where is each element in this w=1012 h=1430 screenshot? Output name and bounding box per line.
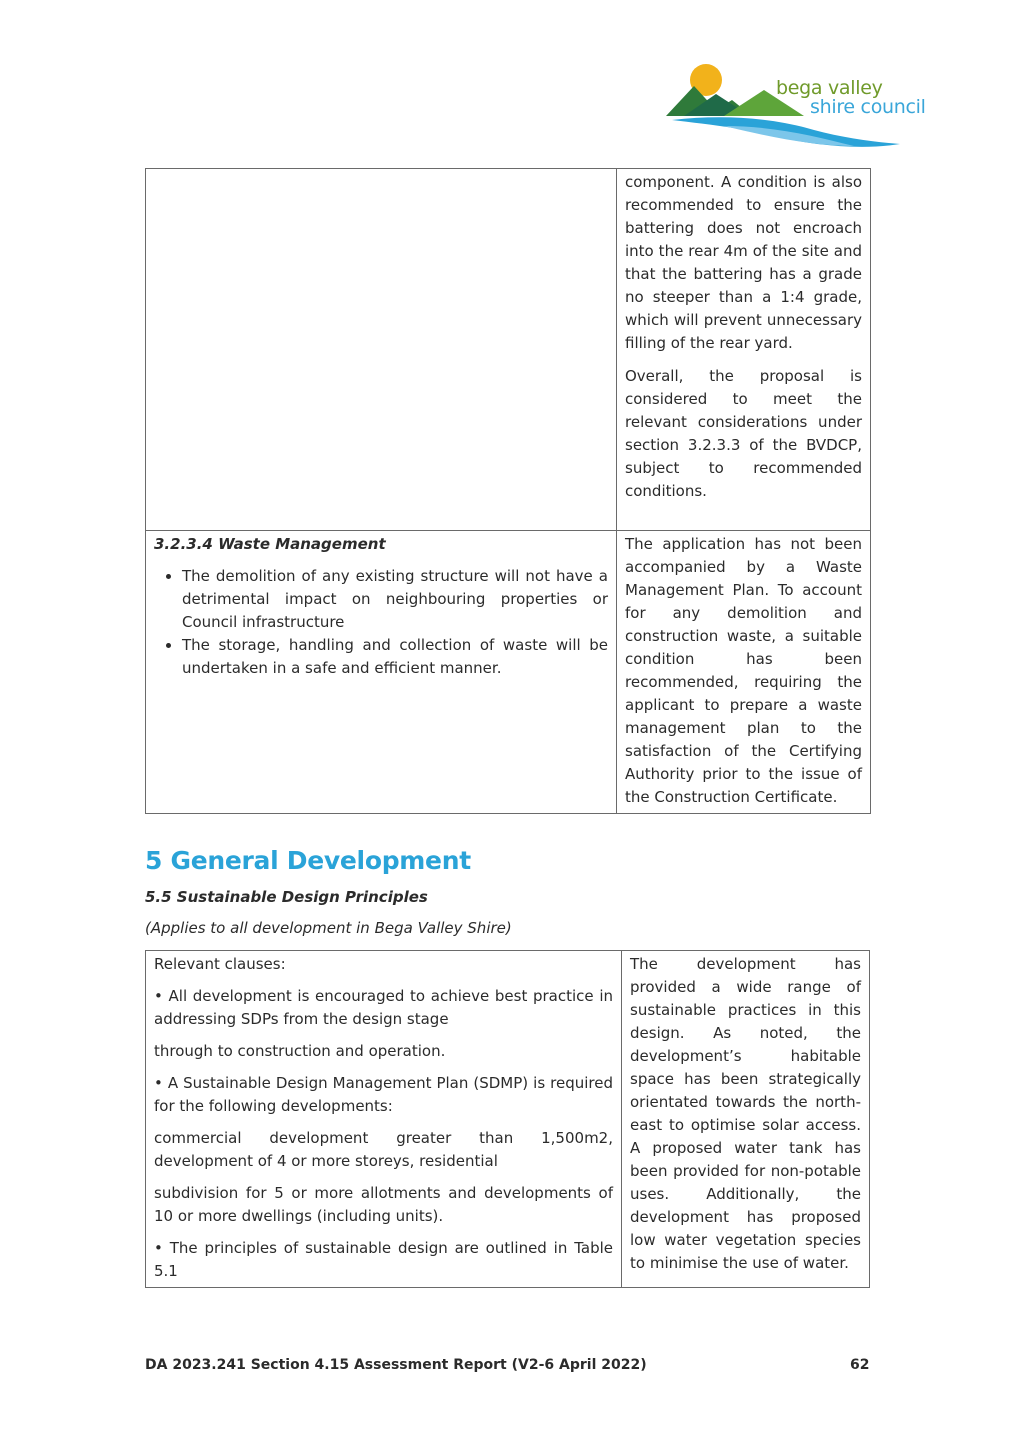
table-cell-empty [146, 169, 617, 531]
clause-heading: 3.2.3.4 Waste Management [154, 535, 386, 553]
logo-text-line1: bega valley [776, 77, 883, 99]
table-row [146, 169, 871, 531]
assessment-paragraph: The application has not been accompanied by a Waste Management Plan. To account for any demolition and construction waste, a suitable condition has been recommended, requiring the applicant to prepare a waste management plan to the satisfaction of the Certifying Authority prior to the issue of the Construction Certificate. [625, 535, 862, 806]
table-cell-assessment [617, 169, 871, 531]
table-cell-assessment [617, 531, 871, 814]
clause-bullet-list [154, 565, 608, 680]
page-number: 62 [850, 1357, 870, 1373]
clause-paragraph: • All development is encouraged to achieve best practice in addressing SDPs from the design stage [154, 987, 613, 1028]
section-title: 5 General Development [145, 846, 471, 875]
clause-paragraph: Relevant clauses: [154, 955, 286, 973]
council-logo [664, 60, 940, 156]
section-note: (Applies to all development in Bega Valley Shire) [145, 919, 512, 937]
footer-report-title: DA 2023.241 Section 4.15 Assessment Report (V2-6 April 2022) [145, 1357, 647, 1373]
table-cell-assessment [622, 951, 870, 1288]
clause-paragraph: • The principles of sustainable design are outlined in Table 5.1 [154, 1239, 613, 1280]
table-cell-clause [146, 951, 622, 1288]
list-item: • The storage, handling and collection of waste will be undertaken in a safe and efficient manner. [182, 634, 608, 680]
clause-paragraph: • A Sustainable Design Management Plan (SDMP) is required for the following developments: [154, 1074, 613, 1115]
assessment-paragraph: component. A condition is also recommended to ensure the battering does not encroach into the rear 4m of the site and that the battering has a grade no steeper than a 1:4 grade, which will prevent unnecessary filling of the rear yard. [625, 173, 862, 352]
section-subtitle: 5.5 Sustainable Design Principles [145, 888, 428, 906]
table-cell-clause [146, 531, 617, 814]
logo-text-line2: shire council [810, 96, 926, 118]
assessment-paragraph: Overall, the proposal is considered to meet the relevant considerations under section 3.2.3.3 of the BVDCP, subject to recommended conditions. [625, 367, 862, 500]
table-row [146, 531, 871, 814]
clause-paragraph: commercial development greater than 1,500m2, development of 4 or more storeys, residential [154, 1129, 613, 1170]
assessment-paragraph: The development has provided a wide range of sustainable practices in this design. As noted, the development’s habitable space has been strategically orientated towards the north-east to optimise solar access. A proposed water tank has been provided for non-potable uses. Additionally, the development has proposed low water vegetation species to minimise the use of water. [630, 955, 861, 1272]
assessment-table-waste [145, 168, 871, 814]
table-row [146, 951, 870, 1288]
list-item: • The demolition of any existing structure will not have a detrimental impact on neighbouring properties or Council infrastructure [182, 565, 608, 634]
clause-paragraph: subdivision for 5 or more allotments and developments of 10 or more dwellings (including units). [154, 1184, 613, 1225]
assessment-table-sustainable-design [145, 950, 870, 1288]
clause-paragraph: through to construction and operation. [154, 1042, 446, 1060]
